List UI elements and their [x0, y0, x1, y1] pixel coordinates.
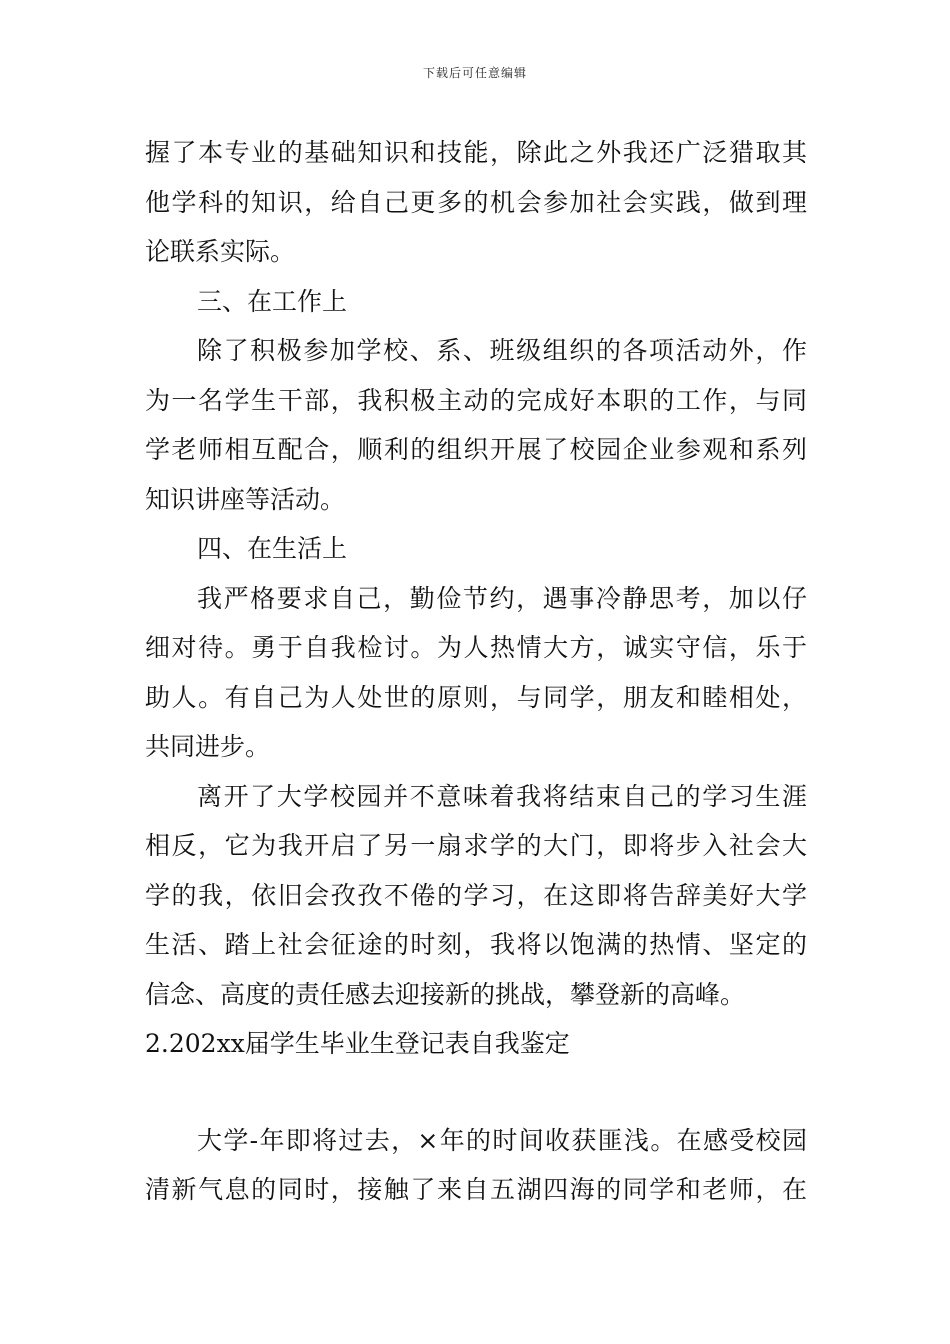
text-line: 三、在工作上 [197, 286, 348, 316]
text-line: 2.202xx届学生毕业生登记表自我鉴定 [145, 1029, 570, 1058]
text-line: 知识讲座等活动。 [145, 484, 346, 514]
paragraph-gap [145, 1069, 807, 1116]
text-line: 四、在生活上 [197, 534, 348, 563]
text-line: 他学科的知识，给自己更多的机会参加社会实践，做到理 [145, 187, 807, 217]
text-line: 学的我，依旧会孜孜不倦的学习，在这即将告辞美好大学 [145, 880, 807, 910]
page-header-note: 下载后可任意编辑 [422, 66, 527, 80]
text-line: 大学-年即将过去，×年的时间收获匪浅。在感受校园 [197, 1125, 807, 1155]
text-line: 生活、踏上社会征途的时刻，我将以饱满的热情、坚定的 [145, 930, 807, 959]
text-line: 信念、高度的责任感去迎接新的挑战，攀登新的高峰。 [145, 979, 746, 1009]
text-line: 清新气息的同时，接触了来自五湖四海的同学和老师，在 [145, 1175, 807, 1204]
text-line: 学老师相互配合，顺利的组织开展了校园企业参观和系列 [145, 435, 807, 464]
text-line: 论联系实际。 [145, 237, 296, 266]
document-body [145, 128, 807, 1215]
text-line: 我严格要求自己，勤俭节约，遇事冷静思考，加以仔 [197, 583, 807, 613]
text-line: 细对待。勇于自我检讨。为人热情大方，诚实守信，乐于 [145, 633, 807, 662]
text-line: 为一名学生干部，我积极主动的完成好本职的工作，与同 [145, 385, 807, 415]
text-line: 握了本专业的基础知识和技能，除此之外我还广泛猎取其 [145, 138, 807, 167]
text-line: 除了积极参加学校、系、班级组织的各项活动外，作 [197, 336, 807, 365]
text-line: 相反，它为我开启了另一扇求学的大门，即将步入社会大 [145, 831, 807, 860]
text-line: 共同进步。 [145, 732, 271, 761]
text-line: 离开了大学校园并不意味着我将结束自己的学习生涯 [197, 781, 807, 811]
text-line: 助人。有自己为人处世的原则，与同学，朋友和睦相处， [145, 682, 807, 712]
